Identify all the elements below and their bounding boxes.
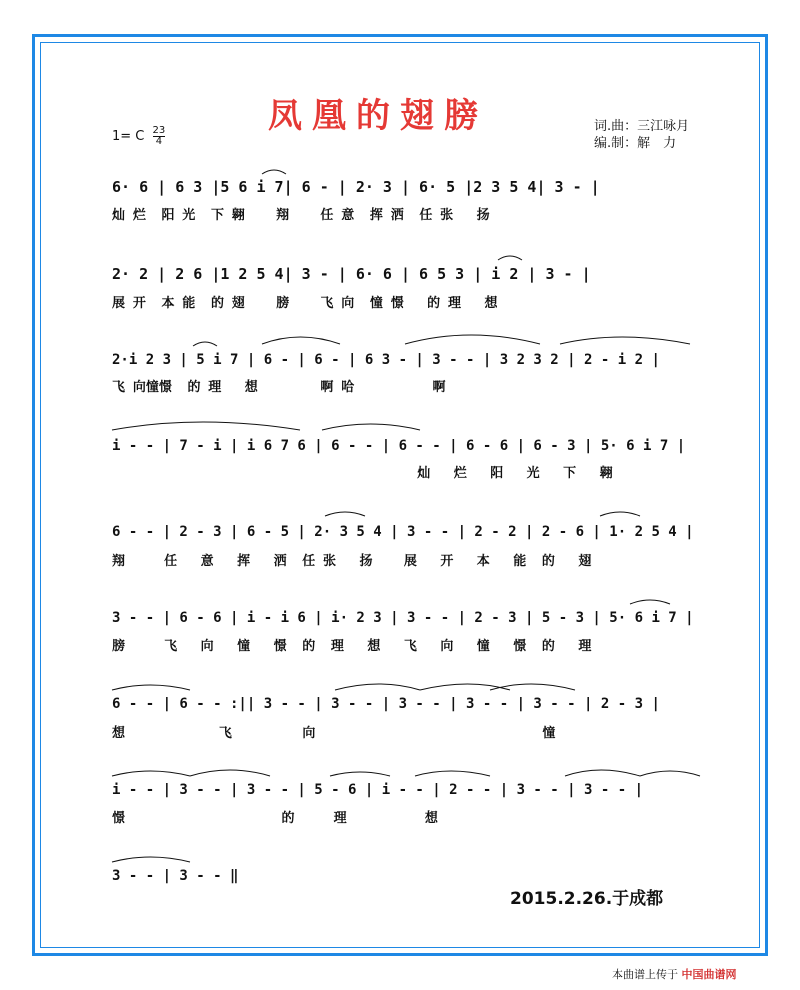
notation-line-6: 3 - - | 6 - 6 | i - i 6 | i· 2 3 | 3 - - | 2 - 3 | 5 - 3 | 5· 6 i 7 |	[112, 610, 694, 626]
footer-prefix: 本曲谱上传于	[612, 968, 678, 981]
notation-line-9: 3 - - | 3 - - ‖	[112, 868, 239, 884]
credit-arranger: 编.制：解 力	[594, 136, 677, 151]
song-title: 凤凰的翅膀	[268, 96, 488, 136]
lyrics-line-6: 膀 飞 向 憧 憬 的 理 想 飞 向 憧 憬 的 理	[112, 639, 592, 654]
notation-line-1: 6· 6 | 6 3 |5 6 i 7| 6 - | 2· 3 | 6· 5 |2 3 5 4| 3 - |	[112, 178, 600, 196]
notation-line-7: 6 - - | 6 - - :|| 3 - - | 3 - - | 3 - - | 3 - - | 3 - - | 2 - 3 |	[112, 696, 660, 712]
lyrics-line-7: 想 飞 向 憧	[112, 726, 556, 741]
key-label: 1= C	[112, 129, 145, 144]
credits	[594, 118, 689, 152]
notation-line-4: i - - | 7 - i | i 6 7 6 | 6 - - | 6 - - | 6 - 6 | 6 - 3 | 5· 6 i 7 |	[112, 438, 686, 454]
lyrics-line-4: 灿 烂 阳 光 下 翱	[112, 466, 613, 481]
credit-lyrics-music: 词.曲：三江咏月	[594, 119, 690, 134]
composition-date: 2015.2.26.于成都	[510, 889, 664, 909]
key-signature	[112, 126, 165, 147]
notation-line-3: 2·i 2 3 | 5 i 7 | 6 - | 6 - | 6 3 - | 3 - - | 3 2 3 2 | 2 - i 2 |	[112, 352, 660, 368]
notation-line-8: i - - | 3 - - | 3 - - | 5 - 6 | i - - | 2 - - | 3 - - | 3 - - |	[112, 782, 644, 798]
lyrics-line-3: 飞 向憧憬 的 理 想 啊 哈 啊	[112, 380, 446, 395]
meter-top: 23	[152, 125, 166, 136]
footer-credit	[612, 966, 737, 982]
time-signature	[153, 126, 166, 147]
notation-line-2: 2· 2 | 2 6 |1 2 5 4| 3 - | 6· 6 | 6 5 3 | i 2 | 3 - |	[112, 265, 591, 283]
meter-bottom: 4	[155, 136, 163, 147]
lyrics-line-5: 翔 任 意 挥 洒 任 张 扬 展 开 本 能 的 翅	[112, 554, 592, 569]
footer-brand-link[interactable]: 中国曲谱网	[681, 968, 737, 981]
lyrics-line-1: 灿 烂 阳 光 下 翱 翔 任 意 挥 洒 任 张 扬	[112, 208, 490, 223]
lyrics-line-2: 展 开 本 能 的 翅 膀 飞 向 憧 憬 的 理 想	[112, 296, 498, 311]
lyrics-line-8: 憬 的 理 想	[112, 811, 438, 826]
notation-line-5: 6 - - | 2 - 3 | 6 - 5 | 2· 3 5 4 | 3 - - | 2 - 2 | 2 - 6 | 1· 2 5 4 |	[112, 524, 694, 540]
